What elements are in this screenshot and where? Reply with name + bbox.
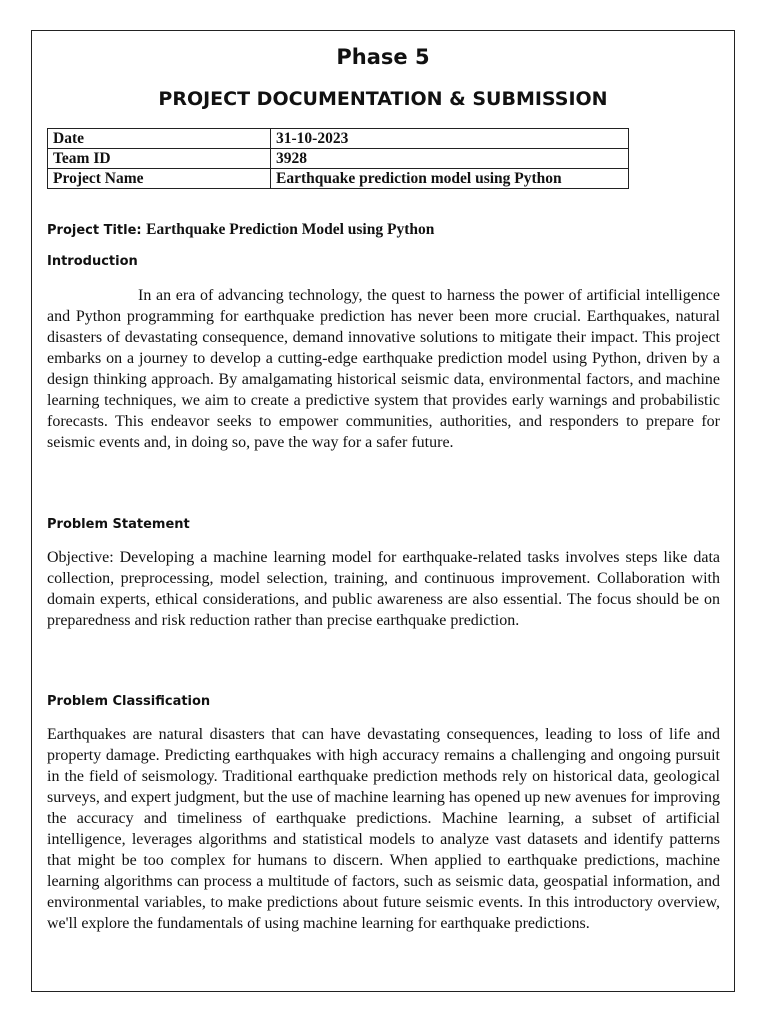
project-name-value: Earthquake prediction model using Python bbox=[271, 169, 629, 189]
table-row bbox=[48, 149, 629, 169]
problem-classification-heading: Problem Classification bbox=[47, 694, 211, 709]
project-name-label: Project Name bbox=[48, 169, 271, 189]
project-info-table bbox=[47, 128, 629, 189]
introduction-text: In an era of advancing technology, the quest to harness the power of artificial intelligence and Python programming for earthquake prediction has never been more crucial. Earthquakes, natural disasters of devastating consequence, demand innovative solutions to mitigate their impact. This project embarks on a journey to develop a cutting-edge earthquake prediction model using Python, driven by a design thinking approach. By amalgamating historical seismic data, environmental factors, and machine learning techniques, we aim to create a predictive system that provides early warnings and probabilistic forecasts. This endeavor seeks to empower communities, authorities, and responders to prepare for seismic events and, in doing so, pave the way for a safer future. bbox=[47, 287, 720, 451]
document-title: PROJECT DOCUMENTATION & SUBMISSION bbox=[158, 88, 608, 110]
project-title-value: Earthquake Prediction Model using Python bbox=[146, 221, 435, 238]
date-value: 31-10-2023 bbox=[271, 129, 629, 149]
date-label: Date bbox=[48, 129, 271, 149]
project-title-label: Project Title: bbox=[47, 223, 142, 238]
table-row bbox=[48, 169, 629, 189]
problem-statement-text: Objective: Developing a machine learning model for earthquake-related tasks involves steps like data collection, preprocessing, model selection, training, and continuous improvement. Collaboration with domain experts, ethical considerations, and public awareness are also essential. The focus should be on preparedness and risk reduction rather than precise earthquake prediction. bbox=[47, 549, 720, 629]
table-row bbox=[48, 129, 629, 149]
problem-statement-heading: Problem Statement bbox=[47, 517, 190, 532]
project-title-line bbox=[47, 221, 434, 239]
team-id-value: 3928 bbox=[271, 149, 629, 169]
phase-title: Phase 5 bbox=[336, 45, 430, 69]
team-id-label: Team ID bbox=[48, 149, 271, 169]
introduction-heading: Introduction bbox=[47, 254, 138, 269]
problem-classification-text: Earthquakes are natural disasters that can have devastating consequences, leading to loss of life and property damage. Predicting earthquakes with high accuracy remains a challenging and ongoing pursuit in the field of seismology. Traditional earthquake prediction methods rely on historical data, geological surveys, and expert judgment, but the use of machine learning has opened up new avenues for improving the accuracy and timeliness of earthquake predictions. Machine learning, a subset of artificial intelligence, leverages algorithms and statistical models to analyze vast datasets and identify patterns that might be too complex for humans to discern. When applied to earthquake predictions, machine learning algorithms can process a multitude of factors, such as seismic data, geospatial information, and environmental variables, to make predictions about future seismic events. In this introductory overview, we'll explore the fundamentals of using machine learning for earthquake predictions. bbox=[47, 726, 720, 932]
